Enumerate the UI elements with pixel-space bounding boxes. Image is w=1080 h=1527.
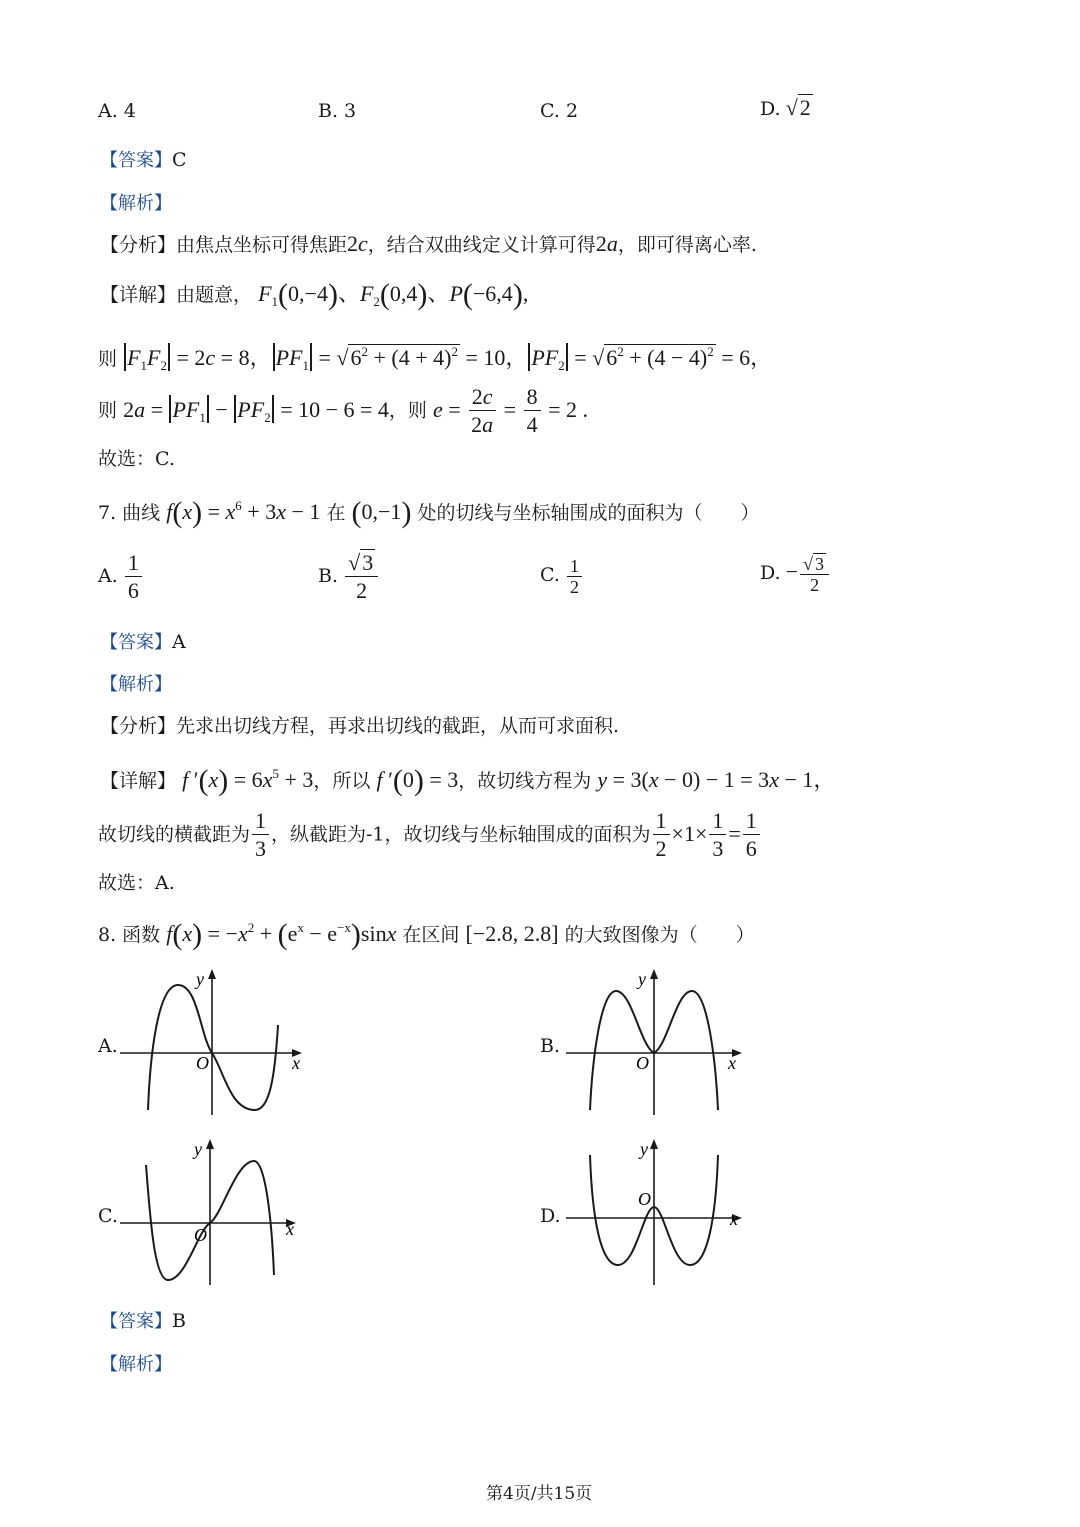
q6-option-c: C. 2 [540,100,579,122]
x-axis-label: x [286,1219,294,1239]
line2-text-1: 故切线的横截距为 [98,823,251,846]
analysis-tag: 【解析】 [100,1354,172,1375]
y-axis-label: y [196,969,204,989]
q7-mid-text: 在 [326,502,346,524]
q8-plot-c [120,1135,310,1289]
fenxi-text: 先求出切线方程，再求出切线的截距，从而可求面积. [176,715,620,737]
q7-tail-text: 处的切线与坐标轴围成的面积为（ ） [417,502,760,524]
q7-opt-b-label: B. [318,565,339,587]
q7-question: 7. 曲线 $f(x) = x^6 + 3x - 1$ 在 (0,−1) 处的切线与坐标轴围成的面积为（ ） [98,496,760,529]
q8-plot-b [566,965,756,1119]
y-axis-label: y [640,1139,648,1159]
q7-option-c: C. $\frac{1}{2}$ [540,556,584,597]
fenxi-tag: 【分析】 [100,234,177,256]
q8-option-d-label: D. [540,1205,561,1227]
q7-xiangjie: 【详解】 f $'(x) = 6x^5 + 3$，所以 f ′(0) = 3，故切线方程为 y = 3(x − 0) − 1 = 3x − 1， [100,764,836,797]
ze3-text: ，则 [388,399,427,422]
q6-fenxi: 【分析】由焦点坐标可得焦距2c，结合双曲线定义计算可得2a，即可得离心率. [100,231,757,256]
fenxi-text-3: ，即可得离心率. [617,234,757,256]
q8-number: 8. 函数 [98,924,161,946]
analysis-tag: 【解析】 [100,674,172,695]
q6-option-a: A. 4 [98,100,136,122]
xj-text-2: ，故切线方程为 [458,770,592,792]
q6-answer [100,148,187,173]
fenxi-text-2: ，结合双曲线定义计算可得 [367,234,596,256]
ze-text: 则 [98,348,118,370]
x-axis-label: x [292,1053,300,1073]
xj-text-1: ，所以 [313,770,371,792]
q6-choice: 故选：C. [98,448,175,470]
analysis-tag: 【解析】 [100,193,172,214]
answer-value: C [172,149,187,171]
ze2-text: 则 [98,399,118,422]
q7-opt-a-label: A. [98,565,118,587]
q6-analysis-heading [100,191,172,216]
x-axis-label: x [728,1053,736,1073]
answer-tag: 【答案】 [100,1311,172,1332]
q7-analysis-heading [100,672,172,697]
x-axis-label: x [730,1209,738,1229]
q7-opt-d-label: D. [760,562,781,584]
q8-tail-text: 的大致图像为（ ） [564,924,755,946]
q8-option-b-label: B. [540,1035,561,1057]
xiangjie-tag: 【详解】 [100,770,177,792]
q8-answer [100,1309,186,1334]
q7-number: 7. 曲线 [98,502,161,524]
answer-tag: 【答案】 [100,632,172,653]
q7-answer [100,630,186,655]
answer-value: B [172,1310,186,1332]
q8-plot-d [566,1135,756,1289]
origin-label: O [196,1053,209,1073]
q7-option-b: B. $\frac{√3}{2}$ [318,550,380,605]
q7-fenxi [100,714,619,738]
q6-option-d-value: 2 [799,95,811,120]
origin-label: O [638,1189,651,1209]
q6-option-d-label: D. [760,98,781,120]
xiangjie-text: 由题意， [176,284,253,306]
q6-distance-line: 则 $F_1F_2 = 2c = 8$， $PF_1 = √6^2 + (4 + 4)^2 = 10$， $PF_2 = √6^2 + (4 - 4)^2 = 6$， [98,344,773,373]
y-axis-label: y [194,1139,202,1159]
xiangjie-tag: 【详解】 [100,284,177,306]
line2-text-2: ，纵截距为-1，故切线与坐标轴围成的面积为 [271,823,651,846]
page-footer: 第4页/共15页 [486,1484,593,1504]
q8-option-a-label: A. [98,1035,118,1057]
q7-area-line: 故切线的横截距为 $\frac{1}{3}$ ，纵截距为-1，故切线与坐标轴围成的面积为 $\frac{1}{2}$ ×1× $\frac{1}{3}$ = $\frac{1}{6}$ [98,808,762,863]
q7-choice: 故选：A. [98,872,175,894]
q6-option-d: D. √2 [760,95,811,120]
q7-option-a: A. $\frac{1}{6}$ [98,550,144,605]
origin-label: O [636,1053,649,1073]
q8-mid-text: 在区间 [402,924,460,946]
q8-plot-a [120,965,310,1119]
q6-option-b: B. 3 [318,100,357,122]
fenxi-tag: 【分析】 [100,715,177,737]
q6-eccentricity-line: 则 $2a = PF_1 - PF_2 = 10 - 6 = 4$，则 e = $\frac{2c}{2a}$ = $\frac{8}{4}$ = 2 . [98,384,589,437]
y-axis-label: y [638,969,646,989]
fenxi-text-1: 由焦点坐标可得焦距 [176,234,348,256]
q7-opt-c-label: C. [540,564,560,586]
answer-tag: 【答案】 [100,150,172,171]
answer-value: A [172,631,186,653]
q8-analysis-heading [100,1352,172,1377]
q8-option-c-label: C. [98,1205,118,1227]
q6-xiangjie: 【详解】由题意， $F_1(0,-4)$、$F_2(0,4)$、P(−6,4), [100,278,529,311]
origin-label: O [194,1225,207,1245]
q7-option-d: D. − $\frac{√ 3}{2}$ [760,554,831,595]
q8-question: 8. 函数 $f(x) = -x^2 + (e^x - e^{-x})\sin x$ 在区间 [−2.8, 2.8] 的大致图像为（ ） [98,918,755,951]
